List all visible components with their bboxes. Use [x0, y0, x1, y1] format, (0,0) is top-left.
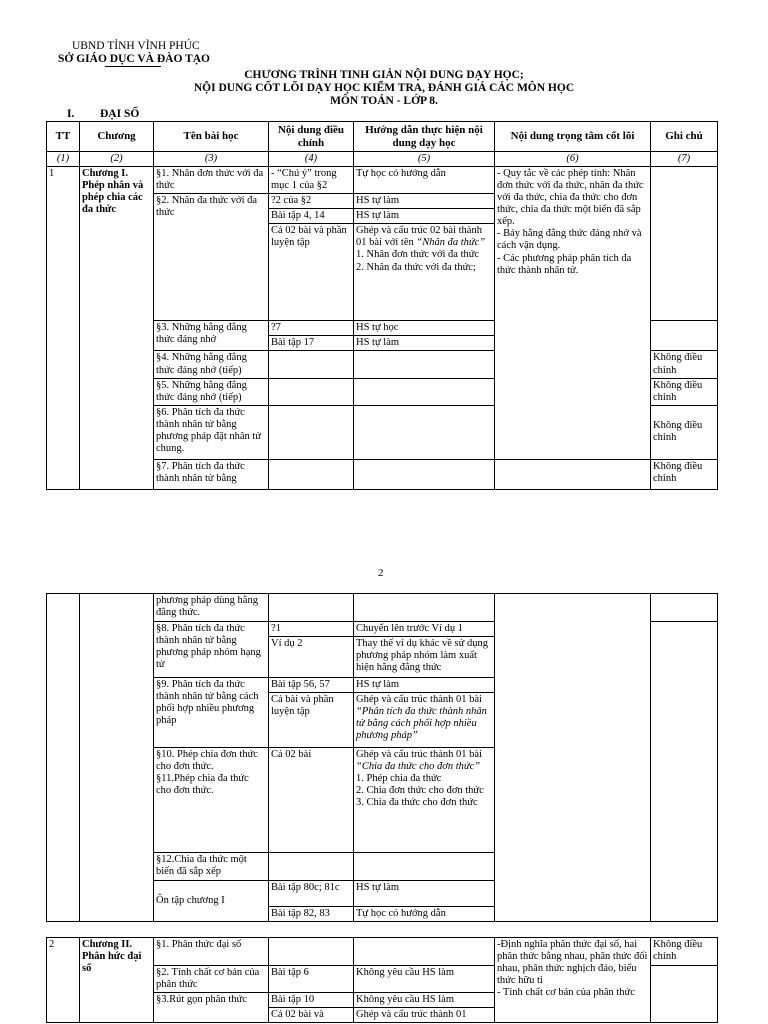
guidance-content: Tự học có hướng dẫn: [354, 907, 495, 922]
guidance-content: HS tự làm: [354, 209, 495, 224]
col-header-notes: Ghi chú: [651, 122, 718, 152]
adjustment-content: [269, 351, 354, 378]
guidance-text: Ghép và cấu trúc 02 bài thành 01 bài với tên: [356, 225, 482, 249]
lesson-name: §1. Nhân đơn thức với đa thức: [154, 167, 269, 194]
adjustment-content: [269, 378, 354, 405]
guidance-content: [354, 853, 495, 881]
doc-title-line3: MÔN TOÁN - LỚP 8.: [330, 95, 438, 107]
guidance-content: Không yêu cầu HS làm: [354, 966, 495, 993]
doc-title-line2: NỘI DUNG CỐT LÕI DẠY HỌC KIỂM TRA, ĐÁNH GIÁ CÁC MÔN HỌC: [193, 82, 575, 94]
notes-cell: Không điều chỉnh: [651, 378, 718, 405]
notes-cell: [651, 321, 718, 351]
guidance-content: Chuyển lên trước Ví dụ 1: [354, 622, 495, 637]
adjustment-content: Cả 02 bài và: [269, 1008, 354, 1023]
adjustment-content: Bài tập 80c; 81c: [269, 881, 354, 907]
guidance-content: HS tự làm: [354, 678, 495, 693]
lesson-name-item: §11.Phép chia đa thức cho đơn thức.: [156, 773, 249, 797]
guidance-content: [354, 938, 495, 966]
table-header-row: [47, 122, 718, 152]
adjustment-content: Cả 02 bài: [269, 748, 354, 853]
col-number-2: (2): [80, 152, 154, 167]
curriculum-table-page2: [46, 593, 718, 922]
adjustment-content: Cả 02 bài và phần luyện tập: [269, 224, 354, 321]
chapter-name: Chương II. Phân hức đại số: [80, 938, 154, 1023]
department-name: [58, 53, 210, 66]
core-content: [495, 459, 651, 489]
chapter-name: Chương I. Phép nhân và phép chia các đa thức: [80, 167, 154, 490]
lesson-name: §7. Phân tích đa thức thành nhân tử bằng: [154, 459, 269, 489]
adjustment-content: Bài tập 6: [269, 966, 354, 993]
guidance-content: [354, 378, 495, 405]
department-name-text: SỞ GIÁO DỤC VÀ ĐÀO TẠO: [58, 53, 210, 65]
col-number-1: (1): [47, 152, 80, 167]
adjustment-content: [269, 459, 354, 489]
table-row: [47, 167, 718, 194]
page-number: 2: [378, 567, 384, 579]
core-content: [495, 938, 651, 1023]
adjustment-content: - “Chú ý” trong mục 1 của §2: [269, 167, 354, 194]
col-header-tt: TT: [47, 122, 80, 152]
table-row: [47, 938, 718, 966]
guidance-content: Không yêu cầu HS làm: [354, 993, 495, 1008]
adjustment-content: Bài tập 4, 14: [269, 209, 354, 224]
lesson-name: §5. Những hằng đẳng thức đáng nhớ (tiếp): [154, 378, 269, 405]
core-content-item: - Quy tắc về các phép tính: Nhân đơn thức với đa thức, nhân đa thức với đa thức, chia đa thức cho đơn thức, chia đa thức một biến đã sắp xếp.: [497, 168, 644, 228]
guidance-item: 2. Chia đơn thức cho đơn thức: [356, 785, 484, 797]
province-name: UBND TỈNH VĨNH PHÚC: [72, 40, 200, 52]
chapter-name: [80, 594, 154, 922]
col-header-adjustment: Nội dung điều chỉnh: [269, 122, 354, 152]
row-number: 1: [47, 167, 80, 490]
row-number: [47, 594, 80, 922]
notes-cell: [651, 594, 718, 622]
lesson-combined-name: “Nhân đa thức”: [416, 237, 486, 249]
guidance-content: Thay thế ví dụ khác về sử dụng phương pháp nhóm làm xuất hiện hằng đẳng thức: [354, 637, 495, 678]
col-header-chapter: Chương: [80, 122, 154, 152]
adjustment-content: Bài tập 56, 57: [269, 678, 354, 693]
core-content-item: - Các phương pháp phân tích đa thức thành nhân tử.: [497, 252, 632, 276]
row-number: 2: [47, 938, 80, 1023]
header-underline: [105, 66, 161, 67]
col-number-6: (6): [495, 152, 651, 167]
notes-cell: Không điều chỉnh: [651, 459, 718, 489]
lesson-name: §2. Nhân đa thức với đa thức: [154, 194, 269, 321]
guidance-content: HS tự làm: [354, 881, 495, 907]
col-header-core-content: Nội dung trọng tâm cốt lõi: [495, 122, 651, 152]
adjustment-content: ?7: [269, 321, 354, 336]
notes-cell: [651, 167, 718, 321]
lesson-name: §3.Rút gọn phân thức: [154, 993, 269, 1023]
guidance-item: 1. Phép chia đa thức: [356, 773, 442, 785]
lesson-combined-name: “Phân tích đa thức thành nhân tử bằng cách phối hợp nhiều phương pháp”: [356, 706, 487, 742]
guidance-content: [354, 224, 495, 321]
guidance-content: Tự học có hướng dẫn: [354, 167, 495, 194]
col-number-5: (5): [354, 152, 495, 167]
core-content-item: - Bảy hằng đẳng thức đáng nhớ và cách vận dụng.: [497, 228, 642, 252]
guidance-content: Ghép và cấu trúc thành 01: [354, 1008, 495, 1023]
notes-cell: Không điều chỉnh: [651, 405, 718, 459]
lesson-combined-name: “Chia đa thức cho đơn thức”: [356, 761, 481, 773]
guidance-content: HS tự làm: [354, 336, 495, 351]
guidance-text: Ghép và cấu trúc thành 01 bài: [356, 749, 482, 761]
lesson-name-item: §10. Phép chia đơn thức cho đơn thức.: [156, 749, 258, 773]
notes-cell: [651, 966, 718, 1023]
adjustment-content: Cả bài và phần luyện tập: [269, 693, 354, 748]
lesson-name: §12.Chia đa thức một biến đã sắp xếp: [154, 853, 269, 881]
core-content-item: - Tính chất cơ bản của phân thức: [497, 987, 635, 999]
guidance-content: [354, 405, 495, 459]
guidance-content: [354, 693, 495, 748]
lesson-name: §3. Những hằng đẳng thức đáng nhớ: [154, 321, 269, 351]
adjustment-content: Ví dụ 2: [269, 637, 354, 678]
section-number: I.: [67, 108, 75, 120]
lesson-name: §4. Những hằng đẳng thức đáng nhớ (tiếp): [154, 351, 269, 378]
guidance-item: 3. Chia đa thức cho đơn thức: [356, 797, 478, 809]
col-header-lesson: Tên bài học: [154, 122, 269, 152]
lesson-name: [154, 748, 269, 853]
col-header-guidance: Hướng dẫn thực hiện nội dung dạy học: [354, 122, 495, 152]
col-number-row: [47, 152, 718, 167]
core-content-item: -Định nghĩa phân thức đại số, hai phân thức bằng nhau, phân thức đối nhau, phân thức nghịch đảo, biểu thức hữu tỉ: [497, 939, 648, 987]
lesson-name: §8. Phân tích đa thức thành nhân tử bằng phương pháp nhóm hạng tử: [154, 622, 269, 678]
lesson-name: §9. Phân tích đa thức thành nhân tử bằng cách phối hợp nhiều phương pháp: [154, 678, 269, 748]
guidance-content: HS tự học: [354, 321, 495, 336]
col-number-3: (3): [154, 152, 269, 167]
notes-cell: Không điều chỉnh: [651, 938, 718, 966]
adjustment-content: [269, 405, 354, 459]
section-title: ĐẠI SỐ: [100, 108, 140, 120]
adjustment-content: Bài tập 17: [269, 336, 354, 351]
notes-cell: [651, 622, 718, 922]
table-row: [47, 594, 718, 622]
guidance-item: 1. Nhân đơn thức với đa thức: [356, 249, 480, 261]
adjustment-content: [269, 594, 354, 622]
doc-title-line1: CHƯƠNG TRÌNH TINH GIẢN NỘI DUNG DẠY HỌC;: [244, 69, 524, 81]
lesson-name: §1. Phân thức đại số: [154, 938, 269, 966]
core-content: [495, 594, 651, 922]
lesson-name: §6. Phân tích đa thức thành nhân tử bằng phương pháp đặt nhân tử chung.: [154, 405, 269, 459]
col-number-4: (4): [269, 152, 354, 167]
curriculum-table-page2-chapter2: [46, 937, 718, 1023]
guidance-content: HS tự làm: [354, 194, 495, 209]
adjustment-content: ?2 của §2: [269, 194, 354, 209]
guidance-content: [354, 748, 495, 853]
col-number-7: (7): [651, 152, 718, 167]
adjustment-content: [269, 938, 354, 966]
guidance-item: 2. Nhân đa thức với đa thức;: [356, 261, 476, 273]
guidance-content: [354, 351, 495, 378]
adjustment-content: Bài tập 10: [269, 993, 354, 1008]
lesson-name: §2. Tính chất cơ bản của phân thức: [154, 966, 269, 993]
lesson-name: Ôn tập chương I: [154, 881, 269, 922]
guidance-content: [354, 594, 495, 622]
guidance-text: Ghép và cấu trúc thành 01 bài: [356, 694, 482, 706]
curriculum-table-page1: [46, 121, 718, 490]
adjustment-content: [269, 853, 354, 881]
guidance-content: [354, 459, 495, 489]
core-content: [495, 167, 651, 460]
adjustment-content: Bài tập 82, 83: [269, 907, 354, 922]
adjustment-content: ?1: [269, 622, 354, 637]
notes-cell: Không điều chỉnh: [651, 351, 718, 378]
lesson-name: phương pháp dùng hằng đẳng thức.: [154, 594, 269, 622]
